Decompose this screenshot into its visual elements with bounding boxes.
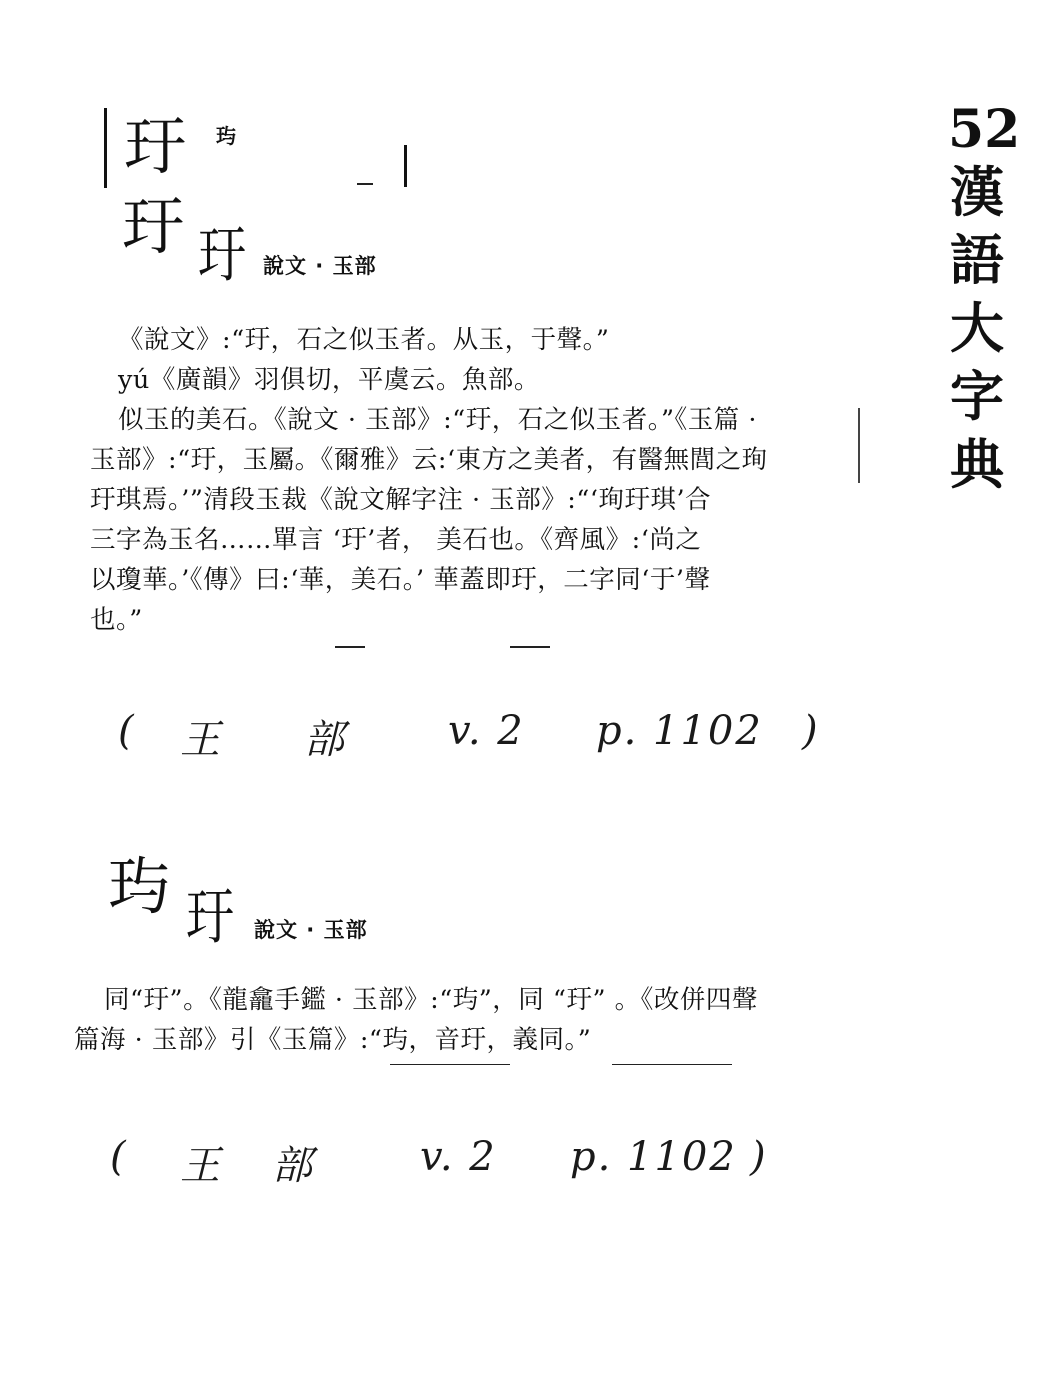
ref-volume: v. 2 (448, 708, 525, 754)
ref-radical: 王 (180, 717, 222, 763)
entry2-line: 同“玗”。《龍龕手鑑 · 玉部》:“玙”，同 “玗” 。《改併四聲 (104, 985, 758, 1015)
entry1-line: 三字為玉名……單言 ‘玗’者， 美石也。《齊風》:‘尚之 (90, 525, 702, 555)
ref-bu: 部 (304, 717, 346, 763)
entry2-line: 篇海 · 玉部》引《玉篇》:“玙，音玗，義同。” (74, 1025, 592, 1055)
entry2-seal-script: 玗 (186, 883, 235, 953)
title-char: 典 (950, 432, 1004, 496)
ref-open-paren: ( (118, 708, 136, 754)
ref-page: p. 1102 (596, 708, 763, 754)
entry1-source-tag: 說文 · 玉部 (263, 254, 377, 278)
entry1-seal-script: 玗 (198, 221, 247, 291)
entry2-source-tag: 說文 · 玉部 (254, 918, 368, 942)
entry1-line: 似玉的美石。《說文 · 玉部》:“玗，石之似玉者。”《玉篇 · (118, 405, 757, 435)
entry1-line: 《說文》:“玗，石之似玉者。从玉，于聲。” (118, 325, 610, 355)
ref-close-paren: ) (802, 708, 820, 754)
scan-mark (357, 183, 373, 185)
title-char: 漢 (950, 160, 1004, 224)
scan-edge-line (858, 408, 860, 483)
entry1-line: 也。” (90, 605, 143, 635)
entry2-head-char: 玙 (108, 850, 171, 923)
scan-mark (510, 646, 550, 648)
title-char: 語 (950, 228, 1004, 292)
entry2-text (74, 980, 758, 1060)
title-char: 大 (950, 296, 1004, 360)
ref-radical: 王 (180, 1143, 222, 1189)
scan-mark (390, 1064, 510, 1065)
clip-border-left (104, 108, 107, 188)
entry2-handwritten-ref (110, 1134, 830, 1189)
ref-close-paren: ) (750, 1134, 768, 1180)
title-char: 字 (950, 364, 1004, 428)
entry1-text (90, 320, 768, 640)
entry1-line: 玗琪焉。’”清段玉裁《說文解字注 · 玉部》:“‘珣玗琪’合 (90, 485, 712, 515)
scan-mark (335, 646, 365, 648)
ref-page: p. 1102 (570, 1134, 737, 1180)
clip-border-right (404, 145, 407, 187)
entry1-line: 玉部》:“玗，玉屬。《爾雅》云:‘東方之美者，有醫無閭之珣 (90, 445, 768, 475)
entry1-handwritten-ref (118, 708, 838, 763)
entry1-head-simplified: 玙 (216, 124, 236, 148)
page-number: 52 (948, 99, 1021, 160)
entry1-head-char: 玗 (124, 110, 187, 183)
ref-volume: v. 2 (420, 1134, 497, 1180)
ref-bu: 部 (272, 1143, 314, 1189)
entry1-line: 以瓊華。’《傳》曰:‘華，美石。’ 華蓋即玗，二字同‘于’聲 (90, 565, 711, 595)
entry1-line: yú《廣韻》羽俱切，平虞云。魚部。 (118, 365, 540, 395)
scan-mark (612, 1064, 732, 1065)
dictionary-title (945, 158, 1009, 498)
ref-open-paren: ( (110, 1134, 128, 1180)
entry1-variant-char: 玗 (122, 190, 185, 263)
